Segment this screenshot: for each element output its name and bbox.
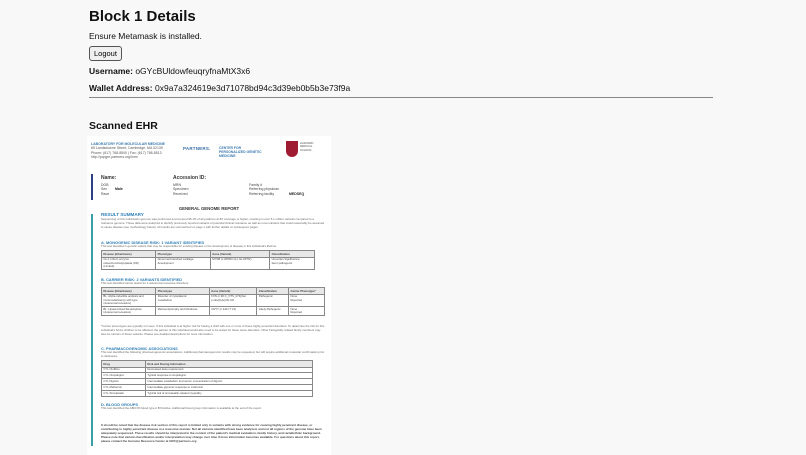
harvard-crest-icon [286, 141, 298, 157]
family-label: Family # [249, 183, 263, 187]
table-header-row [102, 288, 325, 295]
section-c-heading: C. PHARMACOGENOMIC ASSOCIATIONS [101, 346, 178, 351]
table-cell: Likely Pathogenic [257, 307, 289, 316]
lab-name: LABORATORY FOR MOLECULAR MEDICINE [91, 142, 165, 146]
monogenic-table [101, 250, 315, 270]
col-header: Disease (Inheritance) [102, 251, 156, 258]
table-cell: MYSB (c.2050G>A p.GLU3Thr) [210, 257, 269, 269]
section-d-note: This test identified the ABO Rh blood type A B Positive. Additional blood group information is available at the end of the report. [101, 406, 262, 410]
lab-phone: Phone: (617) 768-8500 | Fax: (617) 768-8513 [91, 150, 162, 155]
table-cell: Intermediate metabolism and serum concentration of digoxin [146, 379, 313, 385]
lab-header [91, 142, 171, 160]
section-accent-bar [91, 214, 93, 446]
table-cell: Disorder of cytoplasmic metabolism [156, 294, 210, 306]
col-header: Disease (Inheritance) [102, 288, 156, 295]
table-row [102, 257, 315, 269]
divider [89, 97, 713, 98]
table-cell: Pathogenic [257, 294, 289, 306]
table-cell: Decreased dose requirement [146, 367, 313, 373]
col-header: Gene (Variant) [210, 251, 269, 258]
result-summary-text: Sequencing of this individual's genome was performed and covered 95.1% of all positions at 8X coverage or higher, resulting in over 5.1 million variants compared to a reference genome. These data were analyzed to identify previously reported variants of potential clinical relevance as well as novel variants that could reasonably be assumed to cause disease (see methodology below). All results are summarized on page 1 with further details on subsequent pages. [101, 217, 325, 229]
table-cell: GL-1 Inborn enzyme osteochondrodysplasia (OD) (Limited) [102, 257, 156, 269]
race-label: Race [101, 191, 110, 196]
lab-url: http://pcpgm.partners.org/lmm [91, 155, 138, 160]
dob-label: DOB [101, 183, 109, 187]
col-header: Classification [257, 288, 289, 295]
col-header: Classification [270, 251, 315, 258]
wallet-row [89, 83, 350, 93]
col-header: Phenotype [156, 288, 210, 295]
accession-label: Accession ID: [173, 175, 207, 181]
mrn-label: MRN [173, 183, 181, 187]
table-cell: BL: Alpha-inducible acidosis and immunodeficiency with type (Autosomal recessive) [102, 294, 156, 306]
lab-address: 65 Landsdowne Street, Cambridge, MA 02139 [91, 146, 163, 151]
ref-facility-label: Referring facility [249, 191, 275, 196]
table-cell: None Reported [289, 307, 325, 316]
section-a-note: This test identified 1 genetic variant that may be responsible for existing disease or the development of disease in this individual's lifetime. [101, 244, 277, 248]
result-summary-heading: RESULT SUMMARY [101, 212, 144, 217]
username-value: oGYcBUldowfeuqryfnaMtX3x6 [135, 66, 251, 76]
patient-name-label: Name: [101, 175, 117, 181]
table-row [102, 391, 313, 397]
pharmacogenomic-table [101, 360, 313, 397]
partners-logo: PARTNERS. [183, 146, 211, 151]
table-cell: None Reported [289, 294, 325, 306]
sex-label: Sex [101, 187, 108, 192]
username-label: Username: [89, 66, 133, 76]
table-header-row [102, 251, 315, 258]
table-cell: Uncertain Significance, favor pathogenic [270, 257, 315, 269]
section-d-heading: D. BLOOD GROUPS [101, 402, 138, 407]
scanned-ehr-heading: Scanned EHR [89, 120, 158, 132]
page-title: Block 1 Details [89, 8, 196, 25]
ref-physician-label: Referring physician [249, 187, 279, 192]
ref-facility-value: MEDSEQ [289, 191, 305, 196]
table-cell: Retinal dystrophy and blindness [156, 307, 210, 316]
table-cell: Typical response to clopidogrel [146, 373, 313, 379]
table-cell: BL: Lipase-linked flat ankylosis (Autosomal recessive) [102, 307, 156, 316]
col-header: Carrier Phenotype* [289, 288, 325, 295]
table-cell: Intermediate glycemic response to metformin [146, 385, 313, 391]
table-cell: FXN (c.90 C_OTS_274)(het p.His(Fs)u)CD-UD [209, 294, 256, 306]
table-cell: CRYT (c.14A>T V1) [209, 307, 256, 316]
col-header: Gene (Variant) [209, 288, 256, 295]
report-title: GENERAL GENOME REPORT [178, 206, 240, 211]
specimen-label: Specimen [173, 187, 189, 192]
carrier-footnote: *Carrier phenotypes are typically not seen. If this individual is at higher risk for having a child with one or more of these highly penetrant disorders. To determine the risk for this individual's future children to be affected, the partner of this individual would also need to be tested for these same disorders. Other biologically related family members may also be carriers of these variants. Please see detailed descriptions for more information. [101, 324, 325, 336]
carrier-table [101, 287, 325, 316]
wallet-value: 0x9a7a324619e3d71078bd94c3d39eb0b5b3e73f9a [154, 83, 351, 93]
disclaimer-text: It should be noted that the disease risk section of this report is limited only to variants with strong evidence for causing highly penetrant disease, or contributing to highly penetrant disease in a recessive manner. Not all variants identified have been analyzed, and not all regions of the genome have been adequately sequenced. These results should be interpreted in the context of the patient's medical evaluation, family history, and racial/ethnic background. Please note that variant classification and/or interpretation may change over time if more information becomes available. For questions about this report, please contact the Genome Resource Center at GRC@partners.org [101, 423, 322, 443]
table-cell: CYL Simvastatin [102, 391, 146, 397]
username-row [89, 66, 250, 76]
col-header: Phenotype [156, 251, 211, 258]
col-header: Risk and Dosing Information [146, 361, 313, 368]
scanned-ehr-image [87, 136, 331, 455]
section-c-note: This test identified the following pharmacogenomic associations. Additional pharmacogenomic results may be requested, but will require additional molecular confirmation prior to disclosure. [101, 350, 325, 358]
harvard-label: HARVARD MEDICAL SCHOOL [300, 141, 314, 152]
section-b-note: This test identified carrier status for 2 autosomal recessive disorders. [101, 281, 190, 285]
table-cell: CYL Metformin [102, 385, 146, 391]
table-cell: CYL Clopidogrel [102, 373, 146, 379]
table-header-row [102, 361, 313, 368]
wallet-label: Wallet Address: [89, 83, 153, 93]
section-b-heading: B. CARRIER RISK: 2 VARIANTS IDENTIFIED [101, 277, 182, 282]
table-cell: CYL Digoxin [102, 379, 146, 385]
cpgm-logo: CENTER FOR PERSONALIZED GENETIC MEDICINE [219, 146, 262, 159]
section-a-heading: A. MONOGENIC DISEASE RISK: 1 VARIANT IDENTIFIED [101, 240, 205, 245]
received-label: Received [173, 191, 188, 196]
table-cell: Typical risk of simvastatin-related myopathy [146, 391, 313, 397]
table-cell: Abnormal branched cartilage development [156, 257, 211, 269]
logout-button[interactable]: Logout [89, 46, 122, 61]
table-cell: CYL Clofibne [102, 367, 146, 373]
metamask-note: Ensure Metamask is installed. [89, 31, 202, 41]
sex-value: Male [115, 187, 123, 192]
table-row [102, 294, 325, 306]
col-header: Drug [102, 361, 146, 368]
table-row [102, 307, 325, 316]
id-accent-bar [91, 174, 93, 200]
